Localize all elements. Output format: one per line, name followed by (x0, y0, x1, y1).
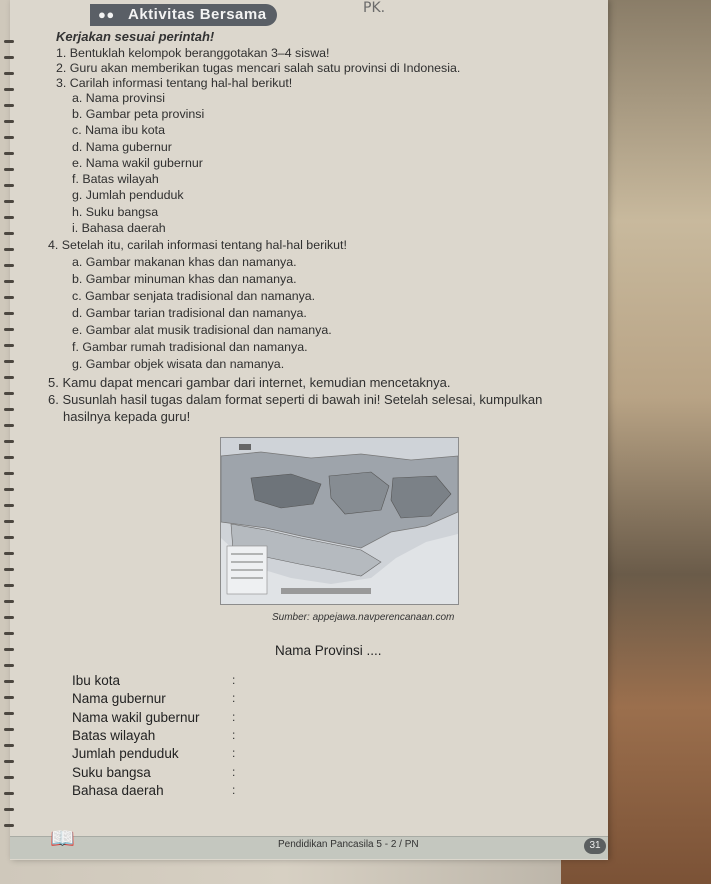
binding-hole (4, 184, 14, 187)
binding-hole (4, 520, 14, 523)
field-wakil-gubernur: Nama wakil gubernur (72, 710, 200, 725)
item-3 (56, 76, 292, 90)
item-text: Bentuklah kelompok beranggotakan 3–4 siswa! (69, 46, 330, 60)
field-suku-bangsa: Suku bangsa (72, 765, 151, 780)
item-text: Carilah informasi tentang hal-hal berikut! (69, 76, 293, 90)
list3-item: h. Suku bangsa (72, 205, 159, 219)
binding-hole (4, 120, 14, 123)
field-ibu-kota: Ibu kota (72, 673, 121, 688)
item-2 (56, 61, 460, 75)
field-jumlah-penduduk: Jumlah penduduk (72, 746, 179, 761)
binding-hole (4, 728, 14, 731)
field-gubernur: Nama gubernur (72, 691, 166, 706)
field-bahasa-daerah: Bahasa daerah (72, 783, 164, 798)
binding-hole (4, 504, 14, 507)
map-illustration (221, 438, 458, 604)
binding-hole (4, 168, 14, 171)
activity-banner (90, 4, 277, 26)
binding-hole (4, 648, 14, 651)
binding-hole (4, 472, 14, 475)
item-6-continuation: hasilnya kepada guru! (63, 409, 191, 424)
item-text: Setelah itu, carilah informasi tentang hal-hal berikut! (61, 238, 347, 252)
list3-item: i. Bahasa daerah (72, 221, 166, 235)
instruction-heading: Kerjakan sesuai perintah! (56, 29, 215, 44)
banner-title: Aktivitas Bersama (128, 6, 267, 23)
binding-hole (4, 488, 14, 491)
binding-hole (4, 776, 14, 779)
list3-item: b. Gambar peta provinsi (72, 107, 205, 121)
group-icon: ●● (98, 7, 115, 22)
binding-hole (4, 568, 14, 571)
field-colon: : (232, 728, 236, 742)
binding-hole (4, 216, 14, 219)
binding-hole (4, 424, 14, 427)
field-colon: : (232, 710, 236, 724)
binding-hole (4, 664, 14, 667)
list3-item: f. Batas wilayah (72, 172, 159, 186)
binding-hole (4, 232, 14, 235)
binding-hole (4, 616, 14, 619)
field-colon: : (232, 765, 236, 779)
list4-item: g. Gambar objek wisata dan namanya. (72, 357, 285, 371)
binding-hole (4, 744, 14, 747)
binding-hole (4, 344, 14, 347)
item-4 (48, 238, 347, 252)
binding-hole (4, 632, 14, 635)
binding-hole (4, 712, 14, 715)
binding-hole (4, 760, 14, 763)
field-colon: : (232, 783, 236, 797)
binding-hole (4, 72, 14, 75)
item-text: Susunlah hasil tugas dalam format seperti di bawah ini! Setelah selesai, kumpulkan (62, 392, 543, 407)
binding-hole (4, 40, 14, 43)
book-icon: 📖 (50, 828, 75, 850)
binding-hole (4, 808, 14, 811)
binding-hole (4, 392, 14, 395)
list3-item: c. Nama ibu kota (72, 123, 165, 137)
item-number: 4. (48, 238, 59, 252)
binding-hole (4, 536, 14, 539)
field-colon: : (232, 691, 236, 705)
binding-hole (4, 296, 14, 299)
item-text: Guru akan memberikan tugas mencari salah satu provinsi di Indonesia. (69, 61, 461, 75)
item-number: 3. (56, 76, 67, 90)
province-map (220, 437, 459, 605)
handwritten-note: PK. (363, 0, 386, 16)
binding-hole (4, 264, 14, 267)
binding-hole (4, 552, 14, 555)
binding-hole (4, 360, 14, 363)
list3-item: d. Nama gubernur (72, 140, 172, 154)
field-colon: : (232, 673, 236, 687)
binding-hole (4, 200, 14, 203)
binding-hole (4, 56, 14, 59)
item-6 (48, 392, 542, 407)
item-5 (48, 375, 451, 390)
worksheet-page (10, 0, 608, 860)
binding-hole (4, 104, 14, 107)
item-1 (56, 46, 329, 60)
item-number: 2. (56, 61, 67, 75)
binding-hole (4, 824, 14, 827)
list4-item: a. Gambar makanan khas dan namanya. (72, 255, 297, 269)
binding-hole (4, 792, 14, 795)
item-number: 1. (56, 46, 67, 60)
binding-hole (4, 408, 14, 411)
item-text: Kamu dapat mencari gambar dari internet, kemudian mencetaknya. (62, 375, 451, 390)
form-title: Nama Provinsi .... (275, 643, 382, 658)
field-colon: : (232, 746, 236, 760)
binding-hole (4, 456, 14, 459)
binding-hole (4, 376, 14, 379)
list3-item: g. Jumlah penduduk (72, 188, 184, 202)
binding-hole (4, 600, 14, 603)
list3-item: e. Nama wakil gubernur (72, 156, 203, 170)
map-caption: Sumber: appejawa.navperencanaan.com (272, 612, 455, 623)
binding-hole (4, 88, 14, 91)
item-number: 6. (48, 392, 59, 407)
binding-hole (4, 152, 14, 155)
footer-text: Pendidikan Pancasila 5 - 2 / PN (278, 839, 419, 850)
binding-hole (4, 584, 14, 587)
list4-item: e. Gambar alat musik tradisional dan namanya. (72, 323, 332, 337)
binding-hole (4, 136, 14, 139)
list4-item: f. Gambar rumah tradisional dan namanya. (72, 340, 308, 354)
binding-hole (4, 312, 14, 315)
item-number: 5. (48, 375, 59, 390)
page-number: 31 (584, 838, 606, 854)
list4-item: b. Gambar minuman khas dan namanya. (72, 272, 297, 286)
list4-item: c. Gambar senjata tradisional dan namanya. (72, 289, 316, 303)
binding-hole (4, 280, 14, 283)
binding-hole (4, 248, 14, 251)
field-batas-wilayah: Batas wilayah (72, 728, 156, 743)
binding-hole (4, 328, 14, 331)
list3-item: a. Nama provinsi (72, 91, 165, 105)
list4-item: d. Gambar tarian tradisional dan namanya. (72, 306, 307, 320)
binding-hole (4, 680, 14, 683)
binding-hole (4, 440, 14, 443)
binding-hole (4, 696, 14, 699)
